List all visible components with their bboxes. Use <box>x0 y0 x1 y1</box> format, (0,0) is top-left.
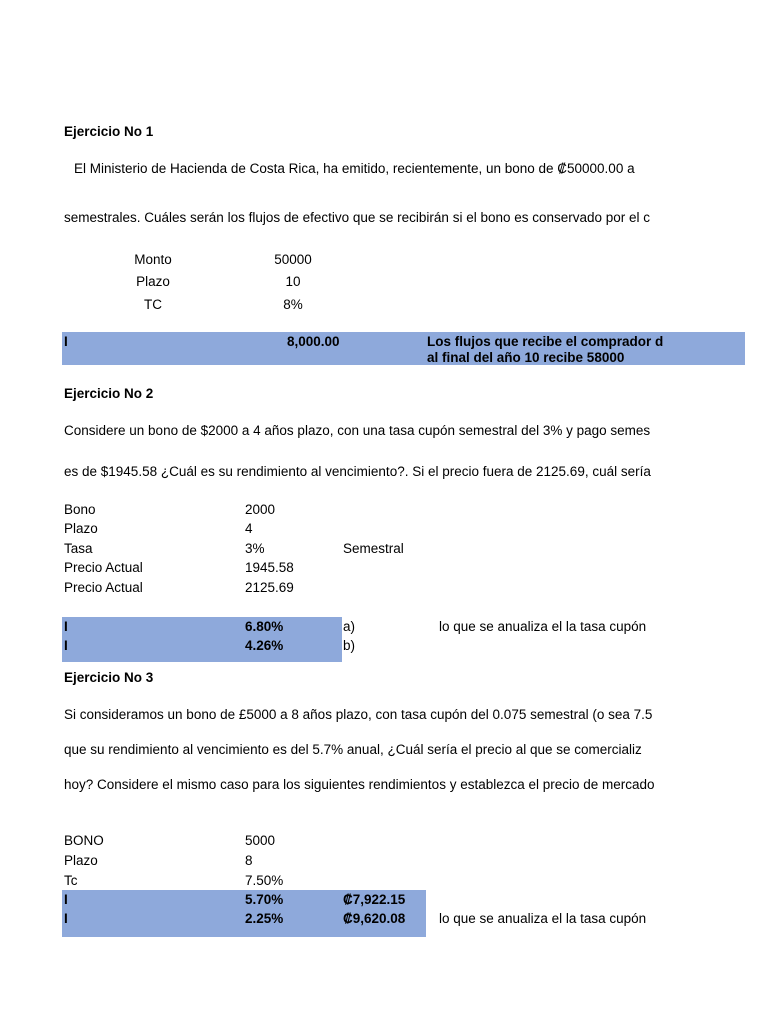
exercise-1-title: Ejercicio No 1 <box>64 124 154 139</box>
ex1-label-tc: TC <box>144 297 162 312</box>
ex2-label-tasa: Tasa <box>64 541 93 556</box>
exercise-3-title: Ejercicio No 3 <box>64 670 154 685</box>
ex2-result-b-marker: I <box>64 638 68 653</box>
ex2-result-a-marker: I <box>64 619 68 634</box>
ex3-result-2-note: lo que se anualiza el la tasa cupón <box>439 911 647 926</box>
ex1-result-note-1: Los flujos que recibe el comprador d <box>427 334 664 349</box>
exercise-2-statement-line-1: Considere un bono de $2000 a 4 años plazo, con una tasa cupón semestral del 3% y pago semes <box>64 423 651 438</box>
ex2-extra-tasa: Semestral <box>343 541 404 556</box>
ex1-value-monto: 50000 <box>274 252 312 267</box>
exercise-1-statement-line-2: semestrales. Cuáles serán los flujos de efectivo que se recibirán si el bono es conservado por el c <box>64 210 651 225</box>
ex3-result-1-price: ₡7,922.15 <box>343 892 406 907</box>
ex2-value-precio-actual-2: 2125.69 <box>245 580 294 595</box>
ex2-result-a-note: lo que se anualiza el la tasa cupón <box>439 619 647 634</box>
ex2-label-precio-actual-1: Precio Actual <box>64 560 143 575</box>
exercise-3-statement-line-3: hoy? Considere el mismo caso para los siguientes rendimientos y establezca el precio de mercado <box>64 777 655 792</box>
ex3-value-tc: 7.50% <box>245 873 284 888</box>
ex2-value-plazo: 4 <box>245 521 253 536</box>
ex3-value-plazo: 8 <box>245 853 253 868</box>
exercise-2-statement-line-2: es de $1945.58 ¿Cuál es su rendimiento al vencimiento?. Si el precio fuera de 2125.69, cuál sería <box>64 464 651 479</box>
ex1-label-monto: Monto <box>134 252 172 267</box>
ex1-result-marker: I <box>64 334 68 349</box>
ex3-result-2-marker: I <box>64 911 68 926</box>
ex2-result-a-value: 6.80% <box>245 619 284 634</box>
exercise-3-statement-line-2: que su rendimiento al vencimiento es del 5.7% anual, ¿Cuál sería el precio al que se comercializ <box>64 742 642 757</box>
exercise-1-statement-line-1: El Ministerio de Hacienda de Costa Rica, ha emitido, recientemente, un bono de ₡50000.00 a <box>74 161 635 176</box>
ex2-label-precio-actual-2: Precio Actual <box>64 580 143 595</box>
ex2-result-a-tag: a) <box>343 619 356 634</box>
ex2-label-bono: Bono <box>64 502 96 517</box>
ex2-result-b-value: 4.26% <box>245 638 284 653</box>
ex2-value-tasa: 3% <box>245 541 265 556</box>
ex1-value-plazo: 10 <box>285 274 301 289</box>
ex3-result-2-price: ₡9,620.08 <box>343 911 406 926</box>
ex2-result-band <box>62 617 342 662</box>
ex1-result-value: 8,000.00 <box>287 334 340 349</box>
ex1-result-note-2: al final del año 10 recibe 58000 <box>427 350 625 365</box>
ex2-label-plazo: Plazo <box>64 521 98 536</box>
ex3-result-2-rate: 2.25% <box>245 911 284 926</box>
exercise-3-statement-line-1: Si consideramos un bono de £5000 a 8 años plazo, con tasa cupón del 0.075 semestral (o sea 7.5 <box>64 707 653 722</box>
ex1-label-plazo: Plazo <box>136 274 170 289</box>
exercise-2-title: Ejercicio No 2 <box>64 386 154 401</box>
ex1-value-tc: 8% <box>283 297 303 312</box>
ex3-result-1-marker: I <box>64 892 68 907</box>
ex2-value-bono: 2000 <box>245 502 276 517</box>
ex2-result-b-tag: b) <box>343 638 356 653</box>
ex3-label-bono: BONO <box>64 833 104 848</box>
ex3-value-bono: 5000 <box>245 833 276 848</box>
ex2-value-precio-actual-1: 1945.58 <box>245 560 294 575</box>
ex3-label-tc: Tc <box>64 873 78 888</box>
ex3-result-1-rate: 5.70% <box>245 892 284 907</box>
ex3-label-plazo: Plazo <box>64 853 98 868</box>
